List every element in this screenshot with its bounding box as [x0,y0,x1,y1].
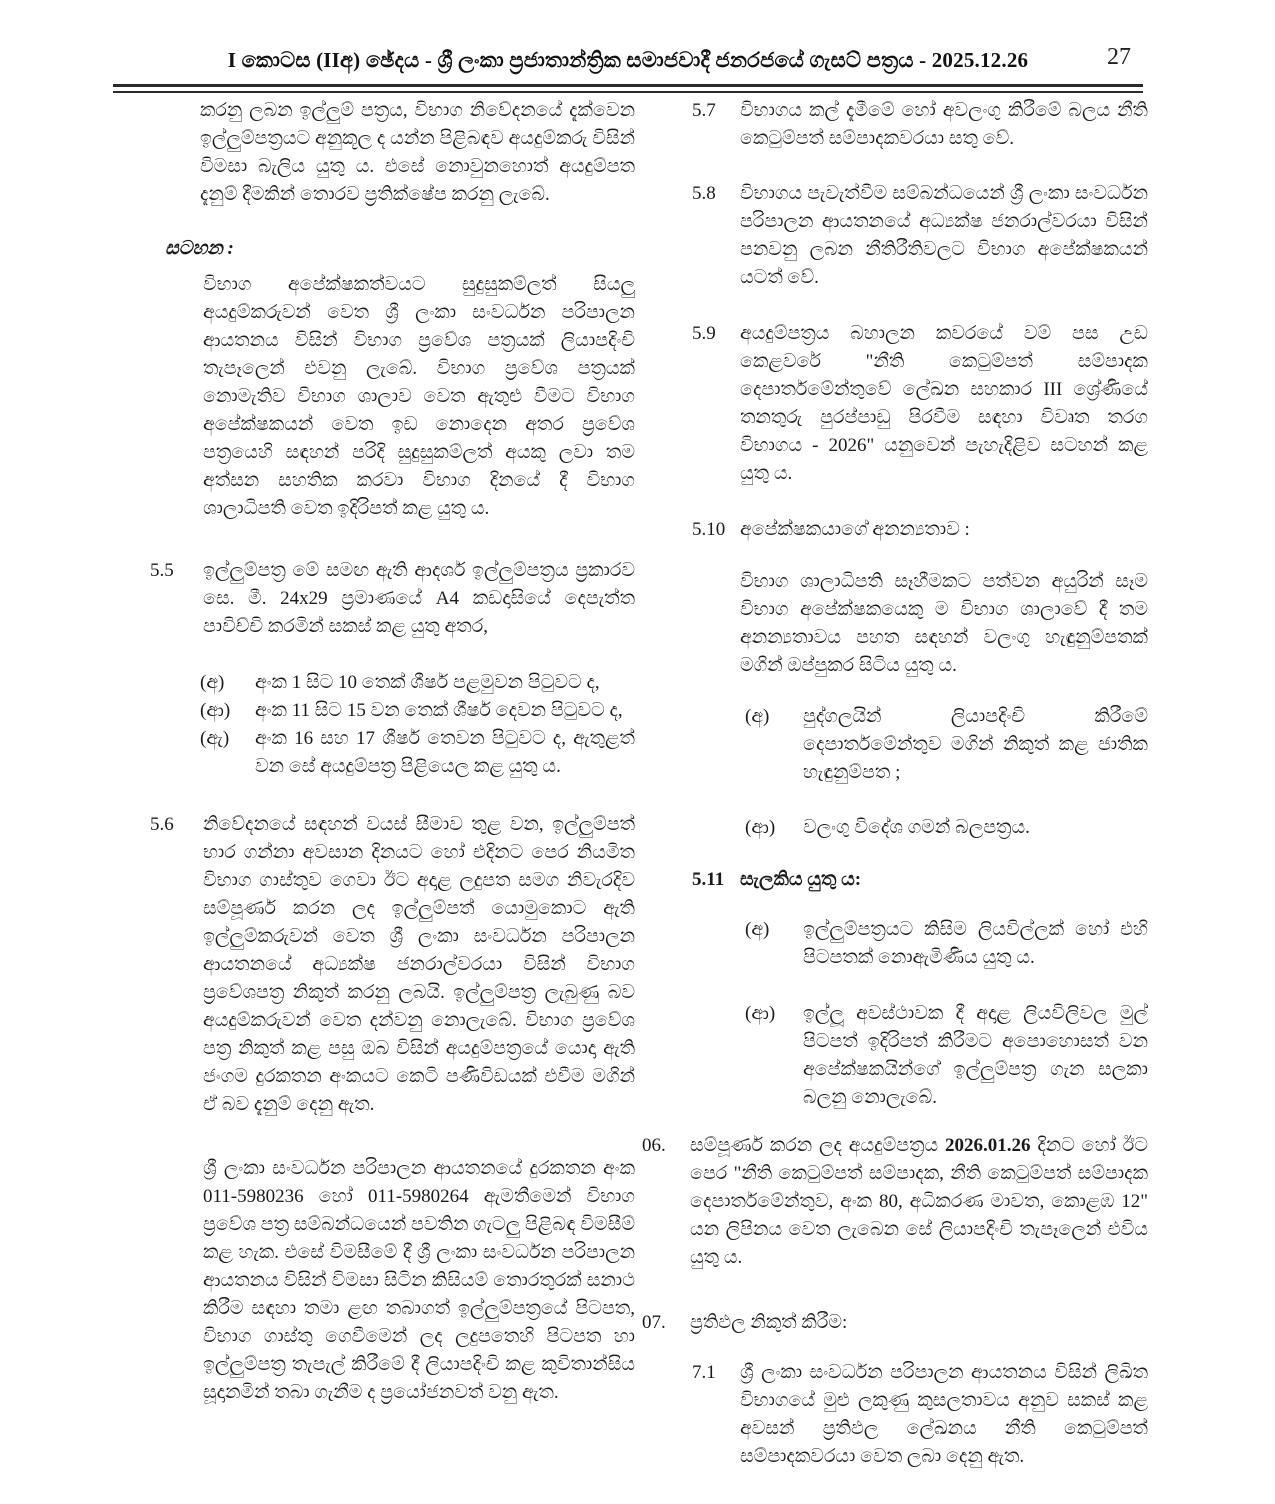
item-text: පුද්ගලයින් ලියාපදිංචි කිරීමේ දෙපාර්තමේන්තුව මගින් නිකුත් කළ ජාතික හැඳුනුම්පත ; [803,706,1148,783]
section-5-5-items [150,669,635,781]
section-text: විභාග ශාලාධිපති සෑහීමකට පත්වන අයුරින් සෑම විභාග අපේක්ෂකයෙකු ම විභාග ශාලාවේ දී තම අනන්‍යතාවය පහත සඳහන් වලංගු හැඳුනුම්පතක් මගින් ඔප්පුකර සිටිය යුතු ය. [740,571,1148,676]
section-text: නිවේදනයේ සඳහන් වයස් සීමාව තුළ වන, ඉල්ලුම්පත් භාර ගන්නා අවසාන දිනයට හෝ එදිනට පෙර නියමිත විභාග ගාස්තුව ගෙවා ඊට අදාළ ලදුපත සමග නිවැරදිව සම්පූර්ණ කරන ලද ඉල්ලුම්පත් යොමුකොට ඇති ඉල්ලුම්කරුවන් වෙත ශ්‍රී ලංකා සංවර්ධන පරිපාලන ආයතනයේ අධ්‍යක්ෂ ජනරාල්වරයා විසින් විභාග ප්‍රවේශපත්‍ර නිකුත් කරනු ලබයි. ඉල්ලුම්පත්‍ර ලැබුණු බව අයදුම්කරුවන් වෙත දන්වනු නොලැබේ. විභාග ප්‍රවේශ පත්‍ර නිකුත් කළ පසු ඔබ විසින් අයදුම්පත්‍රයේ යොදා ඇති ජංගම දුරකතන අංකයට කෙටි පණිවිඩයක් එවීම මගින් ඒ බව දැනුම් දෙනු ඇත. [203,814,635,1115]
section-5-11 [692,866,1148,1112]
item-text: අංක 1 සිට 10 තෙක් ශීර්ෂ පළමුවන පිටුවට ද, [255,672,600,693]
section-text: විභාගය පැවැත්වීම සම්බන්ධයෙන් ශ්‍රී ලංකා සංවර්ධන පරිපාලන ආයතනයේ අධ්‍යක්ෂ ජනරාල්වරයා විසින් පනවනු ලබන නීතිරීතිවලට විභාග අපේක්ෂකයන් යටත් වේ. [740,183,1148,288]
section-number: 5.8 [692,183,716,204]
item-label: (ඇ) [200,728,230,749]
list-item [745,916,1148,972]
section-number: 5.6 [150,814,174,835]
right-column [642,97,1148,1471]
item-label: (අ) [745,706,770,727]
section-number: 06. [642,1135,666,1156]
section-number: 07. [642,1312,666,1333]
item-label: (ආ) [200,700,231,721]
text-segment: දිනට හෝ ඊට පෙර "නීති කෙටුම්පත් සම්පාදක, නීති කෙටුම්පත් සම්පාදක දෙපාර්තමේන්තුව, අංක 80, අධිකරණ මාවත, කොළඹ 12" යන ලිපිනය වෙත ලැබෙන සේ ලියාපදිංචි තැපෑලෙන් එවිය යුතු ය. [690,1135,1148,1268]
section-text: අයදුම්පත්‍රය බහාලන කවරයේ වම් පස උඩ කෙළවරේ "නීති කෙටුම්පත් සම්පාදක දෙපාර්තමේන්තුවේ ලේඛන සහකාර III ශ්‍රේණියේ තනතුරු පුරප්පාඩු පිරවීම සඳහා විවෘත තරග විභාගය - 2026" යනුවෙන් පැහැදිළිව සටහන් කළ යුතු ය. [740,323,1148,484]
section-heading: ප්‍රතිඵල නිකුත් කිරීම: [690,1312,848,1333]
item-label: (ආ) [745,817,776,838]
page-number: 27 [1107,44,1131,70]
list-item [745,703,1148,787]
section-number: 5.7 [692,100,716,121]
item-text: අංක 11 සිට 15 වන තෙක් ශීර්ෂ දෙවන පිටුවට ද, [255,700,623,721]
section-06 [642,1132,1148,1272]
item-text: ඉල්ලූ අවස්ථාවක දී අදාළ ලියවිලිවල මුල් පිටපත් ඉදිරිපත් කිරීමට අපොහොසත් වන අපේක්ෂකයින්ගේ ඉල්ලුම්පත්‍ර ගැන සලකා බලනු නොලැබේ. [803,1003,1148,1108]
list-item [745,814,1148,842]
list-item [745,1000,1148,1112]
item-label: (අ) [745,919,770,940]
item-label: (ආ) [745,1003,776,1024]
item-text: ඉල්ලුම්පත්‍රයට කිසිම ලියවිල්ලක් හෝ එහි පිටපතක් නොඇමිණිය යුතු ය. [803,919,1148,968]
section-text [690,1132,1148,1272]
section-number: 5.9 [692,323,716,344]
list-item [200,697,635,725]
left-column [150,97,635,1407]
item-text: වලංගු විදේශ ගමන් බලපත්‍රය. [803,817,1030,838]
item-text: අංක 16 සහ 17 ශීර්ෂ තෙවන පිටුවට ද, ඇතුළත් වන සේ අයදුම්පත්‍ර පිළියෙල කළ යුතු ය. [255,728,635,777]
section-number: 5.11 [692,869,725,890]
header-double-rule [113,84,1143,93]
item-label: (අ) [200,672,225,693]
section-5-10 [692,516,1148,842]
section-5-5 [150,557,635,641]
section-number: 5.5 [150,560,174,581]
phone-info-paragraph: ශ්‍රී ලංකා සංවර්ධන පරිපාලන ආයතනයේ දුරකතන අංක 011-5980236 හෝ 011-5980264 ඇමතීමෙන් විභාග ප්‍රවේශ පත්‍ර සම්බන්ධයෙන් පවතින ගැටලු පිළිබඳ විමසීම් කළ හැක. එසේ විමසීමේ දී ශ්‍රී ලංකා සංවර්ධන පරිපාලන ආයතනය විසින් විමසා සිටින කිසියම් තොරතුරක් සනාථ කිරීම සඳහා තමා ළඟ තබාගත් ඉල්ලුම්පත්‍රයේ පිටපත, විභාග ගාස්තු ගෙවීමෙන් ලද ලදුපතෙහි පිටපත හා ඉල්ලුම්පත්‍ර තැපැල් කිරීමේ දී ලියාපදිංචි කළ කුවිතාන්සිය සූදානමින් තබා ගැනීම ද ප්‍රයෝජනවත් වනු ඇත. [203,1158,635,1403]
section-heading: සැලකිය යුතු ය: [740,869,862,890]
section-5-7 [692,97,1148,153]
section-text: ඉල්ලුම්පත්‍ර මේ සමඟ ඇති ආදර්ශ ඉල්ලුම්පත්‍රය ප්‍රකාරව සෙ. මී. 24x29 ප්‍රමාණයේ A4 කඩදාසියේ දෙපැත්ත පාවිච්චි කරමින් සකස් කළ යුතු අතර, [203,560,635,637]
section-number: 5.10 [692,519,726,540]
section-7-1 [692,1359,1148,1471]
section-5-9 [692,320,1148,488]
section-5-8 [692,180,1148,292]
section-5-6 [150,811,635,1119]
deadline-date: 2026.01.26 [945,1135,1031,1156]
list-item [200,725,635,781]
page-title: I කොටස (IIඅ) ඡේදය - ශ්‍රී ලංකා ප්‍රජාතාන්ත්‍රික සමාජවාදී ජනරජයේ ගැසට් පත්‍රය - 2025.12.26 [227,48,1029,72]
note-label: සටහන : [165,238,234,259]
section-number: 7.1 [692,1362,716,1383]
section-text: විභාගය කල් දැමීමේ හෝ අවලංගු කිරීමේ බලය නීති කෙටුම්පත් සම්පාදකවරයා සතු වේ. [740,100,1148,149]
section-text: ශ්‍රී ලංකා සංවර්ධන පරිපාලන ආයතනය විසින් ලිඛිත විභාගයේ මුළු ලකුණු කුසලතාවය අනුව සකස් කළ අවසන් ප්‍රතිඵල ලේඛනය නීති කෙටුම්පත් සම්පාදකවරයා වෙත ලබා දෙනු ඇත. [740,1362,1148,1467]
list-item [200,669,635,697]
section-07 [642,1309,1148,1337]
note-paragraph: විභාග අපේක්ෂකත්වයට සුදුසුකම්ලත් සියලු අයදුම්කරුවන් වෙත ශ්‍රී ලංකා සංවර්ධන පරිපාලන ආයතනය විසින් විභාග ප්‍රවේශ පත්‍රයක් ලියාපදිංචි තැපෑලෙන් එවනු ලැබේ. විභාග ප්‍රවේශ පත්‍රයක් නොමැතිව විභාග ශාලාව වෙත ඇතුළු වීමට විභාග අපේක්ෂකයන් වෙත ඉඩ නොදෙන අතර ප්‍රවේශ පත්‍රයෙහි සඳහන් පරිදි සුදුසුකම්ලත් අයකු ලවා තම අත්සන සහතික කරවා විභාග දිනයේ දී විභාග ශාලාධිපති වෙත ඉදිරිපත් කළ යුතු ය. [203,274,635,519]
section-heading: අපේක්ෂකයාගේ අනන්‍යතාව : [740,519,970,540]
text-segment: සම්පූර්ණ කරන ලද අයදුම්පත්‍රය [690,1135,945,1156]
continued-paragraph: කරනු ලබන ඉල්ලුම් පත්‍රය, විභාග නිවේදනයේ දැක්වෙන ඉල්ලුම්පත්‍රයට අනුකූල ද යන්න පිළිබඳව අයදුම්කරු විසින් විමසා බැලිය යුතු ය. එසේ නොවුනහොත් අයදුම්පත දැනුම් දීමකින් තොරව ප්‍රතික්ෂේප කරනු ලැබේ. [200,100,635,205]
